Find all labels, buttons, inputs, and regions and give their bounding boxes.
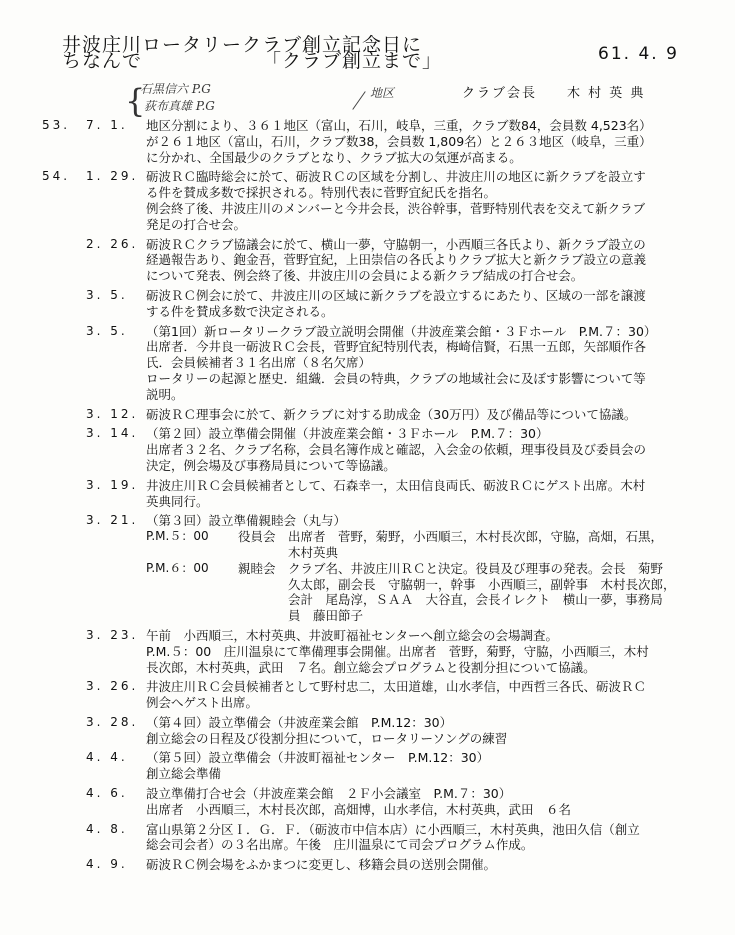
entry-line: P.M.５：00 庄川温泉にて準備理事会開催。出席者 菅野，菊野，守脇，小西順三，木村 xyxy=(146,643,649,659)
entry-text xyxy=(146,679,716,711)
entry-line: 井波庄川ＲＣ会員候補者として、石森幸一，太田信良両氏、砺波ＲＣにゲスト出席。木村 xyxy=(146,477,646,493)
entry-line: る件を賛成多数で採択される。特別代表に菅野宜紀氏を指名。 xyxy=(146,185,497,201)
entry-line: 出席者．今井良一砺波ＲＣ会長，菅野宜紀特別代表，梅崎信賢，石黒一五郎，矢部順作各 xyxy=(146,339,647,355)
entry-line: 氏．会員候補者３１名出席（８名欠席） xyxy=(146,355,372,371)
sub-label: 親睦会 xyxy=(238,560,276,576)
entry-text xyxy=(146,750,716,782)
entry-line: 説明。 xyxy=(146,386,184,402)
entry-line: 木村英典 xyxy=(288,544,339,560)
sub-body xyxy=(288,561,716,624)
entry-line: 長次郎，木村英典，武田 ７名。創立総会プログラムと役割分担について協議。 xyxy=(146,659,596,675)
entry-line: （第1回）新ロータリークラブ設立説明会開催（井波産業会館・３Ｆホール P.M.７：30） xyxy=(146,323,657,339)
entry-date: 4. 8. xyxy=(86,821,128,836)
entry-date: 1. 29. xyxy=(86,169,139,184)
timeline-entry xyxy=(0,715,735,747)
document-title-line1: 井波庄川ロータリークラブ創立記念日に xyxy=(62,34,423,56)
timeline-entry xyxy=(0,288,735,320)
entry-line: 砺波ＲＣ例会に於て、井波庄川の区域に新クラブを設立するにあたり、区域の一部を譲渡 xyxy=(146,287,646,303)
entry-line: 砺波ＲＣ臨時総会に於て、砺波ＲＣの区域を分割し、井波庄川の地区に新クラブを設立す xyxy=(146,169,646,185)
entry-line: 会計 尾島淳，ＳＡＡ 大谷直，会長イレクト 横山一夢，事務局 xyxy=(288,592,663,608)
entry-line: 午前 小西順三，木村英典、井波町福祉センターへ創立総会の会場調査。 xyxy=(146,627,559,643)
sub-time: P.M.６：00 xyxy=(146,560,209,575)
entry-line: （第５回）設立準備会（井波町福祉センター P.M.12：30） xyxy=(146,750,490,766)
entry-line: 出席者 小西順三，木村長次郎，高畑博，山水孝信，木村英典，武田 ６名 xyxy=(146,801,572,817)
entry-line: （第２回）設立準備会開催（井波産業会館・３Ｆホール P.M.７：30） xyxy=(146,426,549,442)
entry-line: 創立総会の日程及び役割分担について，ロータリーソングの練習 xyxy=(146,730,508,746)
entry-date: 4. 6. xyxy=(86,786,128,801)
handwritten-note-2: 荻布真雄 P.G xyxy=(144,99,215,113)
sub-time: P.M.５：00 xyxy=(146,529,209,544)
entry-line: 井波庄川ＲＣ会員候補者として野村忠二，太田道雄，山水孝信，中西哲三各氏、砺波ＲＣ xyxy=(146,679,647,695)
entry-line: 例会へゲスト出席。 xyxy=(146,695,259,711)
entry-text xyxy=(146,478,716,510)
entry-year: 54. xyxy=(42,169,71,184)
entry-line: 出席者 菅野，菊野，小西順三，木村長次郎，守脇，高畑，石黒， xyxy=(288,529,664,545)
entry-line: について発表、例会終了後、井波庄川の会員による新クラブ結成の打合せ会。 xyxy=(146,268,584,284)
president-name: クラブ会長 木 村 英 典 xyxy=(462,86,646,101)
entry-line: （第３回）設立準備親睦会（丸与） xyxy=(146,513,347,529)
entry-date: 3. 19. xyxy=(86,477,139,492)
entry-text xyxy=(146,169,716,232)
entry-line: 地区分割により、３６１地区（富山，石川，岐阜，三重，クラブ数84，会員数 4,523名） xyxy=(146,118,652,133)
entry-text xyxy=(146,786,716,818)
entry-date: 4. 9. xyxy=(86,857,128,872)
timeline-entry xyxy=(0,857,735,873)
sub-body xyxy=(288,529,716,561)
timeline-entry xyxy=(0,478,735,510)
timeline-entries xyxy=(0,118,735,877)
timeline-entry xyxy=(0,407,735,423)
entry-date: 3. 21. xyxy=(86,513,139,528)
entry-text xyxy=(146,857,716,873)
entry-line: 員 藤田節子 xyxy=(288,608,364,624)
entry-text xyxy=(146,118,716,165)
timeline-entry xyxy=(0,679,735,711)
entry-text xyxy=(146,513,716,624)
entry-line: 設立準備打合せ会（井波産業会館 ２Ｆ小会議室 P.M.７：30） xyxy=(146,786,512,802)
entry-line: する件を賛成多数で決定される。 xyxy=(146,303,334,319)
timeline-entry xyxy=(0,426,735,473)
timeline-entry xyxy=(0,324,735,403)
timeline-entry xyxy=(0,750,735,782)
entry-year: 53. xyxy=(42,118,71,132)
entry-date: 3. 5. xyxy=(86,287,128,302)
timeline-entry xyxy=(0,786,735,818)
handwritten-note-1: 石黒信六 P.G xyxy=(140,82,211,96)
entry-date: 4. 4. xyxy=(86,750,128,765)
entry-date: 3. 5. xyxy=(86,323,128,338)
entry-line: 富山県第２分区Ｉ．Ｇ．Ｆ．（砺波市中信本店）に小西順三，木村英典，池田久信（創立 xyxy=(146,821,640,837)
entry-line: 出席者３２名、クラブ名称，会員名簿作成と確認，入会金の依頼，理事役員及び委員会の xyxy=(146,442,647,458)
entry-line: 久太郎，副会長 守脇朝一，幹事 小西順三，副幹事 木村長次郎， xyxy=(288,576,676,592)
handwritten-stroke xyxy=(352,91,365,110)
handwritten-brace: { xyxy=(125,82,146,120)
entry-date: 2. 26. xyxy=(86,236,139,251)
document-title-line2: ちなんで xyxy=(62,50,143,72)
entry-date: 3. 12. xyxy=(86,406,139,421)
entry-line: 創立総会準備 xyxy=(146,766,222,782)
timeline-entry xyxy=(0,118,735,165)
entry-line: に分かれ、全国最少のクラブとなり、クラブ拡大の気運が高まる。 xyxy=(146,149,522,165)
entry-line: 経過報告あり、鉋金吾，菅野宜紀，上田崇信の各氏よりクラブ拡大と新クラブ設立の意義 xyxy=(146,252,647,268)
handwritten-note-3: 地区 xyxy=(370,86,395,100)
entry-sub-row xyxy=(146,529,716,561)
timeline-entry xyxy=(0,628,735,675)
entry-text xyxy=(146,628,716,675)
entry-text xyxy=(146,407,716,423)
sub-label: 役員会 xyxy=(238,529,276,545)
entry-text xyxy=(146,426,716,473)
document-date: 61. 4. 9 xyxy=(598,44,679,64)
entry-line: ロータリーの起源と歴史．組織．会員の特典，クラブの地域社会に及ぼす影響について等 xyxy=(146,370,646,386)
entry-line: 砺波ＲＣ例会場をふかまつに変更し、移籍会員の送別会開催。 xyxy=(146,857,497,873)
entry-text xyxy=(146,288,716,320)
entry-line: 砺波ＲＣクラブ協議会に於て、横山一夢，守脇朝一，小西順三各氏より、新クラブ設立の xyxy=(146,236,646,252)
entry-sub-row xyxy=(146,561,716,624)
entry-text xyxy=(146,715,716,747)
entry-date: 3. 14. xyxy=(86,426,139,441)
entry-date: 3. 23. xyxy=(86,627,139,642)
entry-line: （第４回）設立準備会（井波産業会館 P.M.12：30） xyxy=(146,714,453,730)
entry-line: 砺波ＲＣ理事会に於て、新クラブに対する助成金（30万円）及び備品等について協議。 xyxy=(146,406,637,422)
timeline-entry xyxy=(0,513,735,624)
document-subtitle: 「クラブ創立まで」 xyxy=(262,50,443,72)
timeline-entry xyxy=(0,237,735,284)
entry-line: が２６１地区（富山，石川，クラブ数38，会員数 1,809名）と２６３地区（岐阜，三重） xyxy=(146,133,652,149)
entry-text xyxy=(146,324,716,403)
entry-text xyxy=(146,822,716,854)
entry-line: 総会司会者）の３名出席。午後 庄川温泉にて司会プログラム作成。 xyxy=(146,837,534,853)
entry-date: 3. 26. xyxy=(86,679,139,694)
entry-line: 決定，例会場及び事務局員について等協議。 xyxy=(146,457,396,473)
entry-date: 3. 28. xyxy=(86,714,139,729)
timeline-entry xyxy=(0,169,735,232)
entry-line: クラブ名、井波庄川ＲＣと決定。役員及び理事の発表。会長 菊野 xyxy=(288,560,664,576)
entry-date: 7. 1. xyxy=(86,118,128,132)
entry-text xyxy=(146,237,716,284)
entry-line: 英典同行。 xyxy=(146,493,209,509)
entry-line: 例会終了後、井波庄川のメンバーと今井会長，渋谷幹事，菅野特別代表を交えて新クラブ xyxy=(146,200,646,216)
entry-line: 発足の打合せ会。 xyxy=(146,216,247,232)
timeline-entry xyxy=(0,822,735,854)
